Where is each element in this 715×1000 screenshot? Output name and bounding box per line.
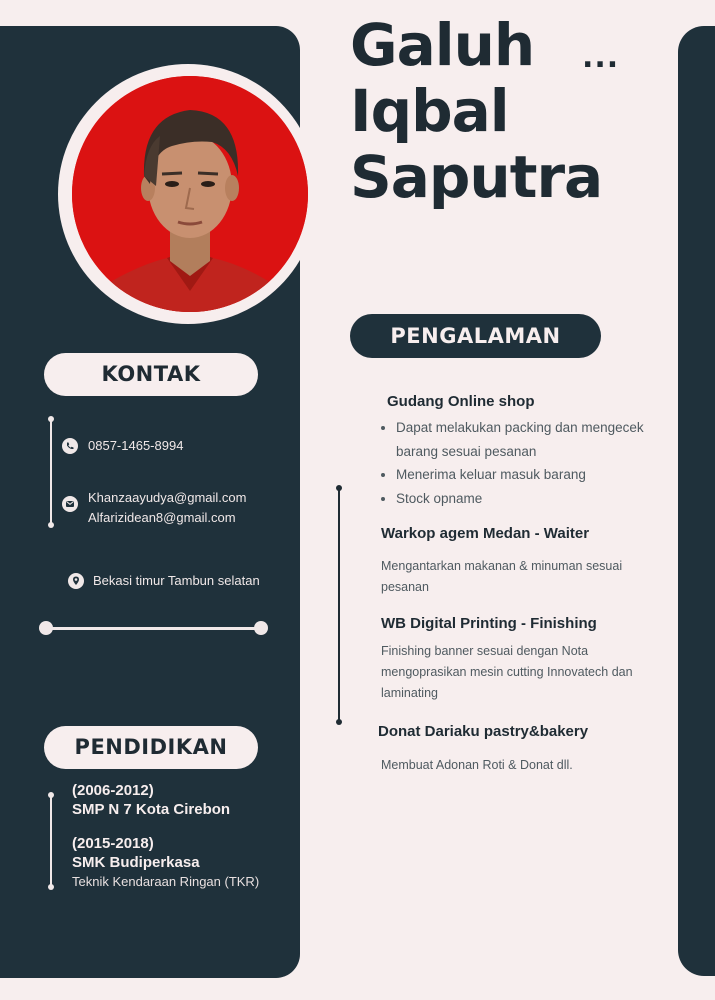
email-icon (62, 496, 78, 512)
contact-heading: KONTAK (44, 353, 258, 396)
education-item (72, 781, 230, 819)
name-line-last: Saputra (350, 143, 603, 211)
job-title: Warkop agem Medan - Waiter (381, 525, 590, 542)
education-period: (2015-2018) (72, 835, 154, 852)
location-pin-icon (68, 573, 84, 589)
contact-timeline (50, 418, 52, 526)
experience-heading: PENGALAMAN (350, 314, 601, 358)
profile-photo (72, 76, 308, 312)
job-title: Gudang Online shop (387, 393, 535, 410)
name-line-middle: Iqbal (350, 77, 509, 145)
phone-number: 0857-1465-8994 (88, 438, 184, 453)
phone-icon (62, 438, 78, 454)
job-duty: • Stock opname (396, 487, 676, 511)
right-decor-panel (678, 26, 715, 976)
education-school: SMP N 7 Kota Cirebon (72, 801, 231, 818)
job-description: Membuat Adonan Roti & Donat dll. (381, 758, 573, 772)
contact-address (68, 571, 260, 591)
job-title: WB Digital Printing - Finishing (381, 615, 597, 632)
job-description: Mengantarkan makanan & minuman sesuai pesanan (381, 559, 623, 594)
address-text: Bekasi timur Tambun selatan (93, 573, 260, 588)
education-heading: PENDIDIKAN (44, 726, 258, 769)
contact-phone (62, 436, 183, 456)
email-secondary: Alfarizidean8@gmail.com (88, 510, 236, 525)
experience-timeline (338, 487, 340, 723)
education-period: (2006-2012) (72, 782, 154, 799)
name-line-first: Galuh (350, 11, 535, 79)
job-description: Finishing banner sesuai dengan Nota mengoprasikan mesin cutting Innovatech dan laminating (381, 644, 633, 700)
job-duty: • Dapat melakukan packing dan mengecek barang sesuai pesanan (396, 416, 676, 463)
education-item (72, 834, 272, 892)
email-primary: Khanzaayudya@gmail.com (88, 490, 247, 505)
divider-dot-right (254, 621, 268, 635)
education-timeline (50, 794, 52, 888)
job-duty: • Menerima keluar masuk barang (396, 463, 676, 487)
divider-dot-left (39, 621, 53, 635)
job-title: Donat Dariaku pastry&bakery (378, 723, 589, 740)
decorative-dots: ... (582, 40, 620, 75)
job-duties-list (380, 416, 676, 510)
education-major: Teknik Kendaraan Ringan (TKR) (72, 874, 260, 889)
full-name (350, 12, 602, 210)
divider-line (46, 627, 261, 630)
education-school: SMK Budiperkasa (72, 854, 200, 871)
contact-email (62, 488, 246, 528)
